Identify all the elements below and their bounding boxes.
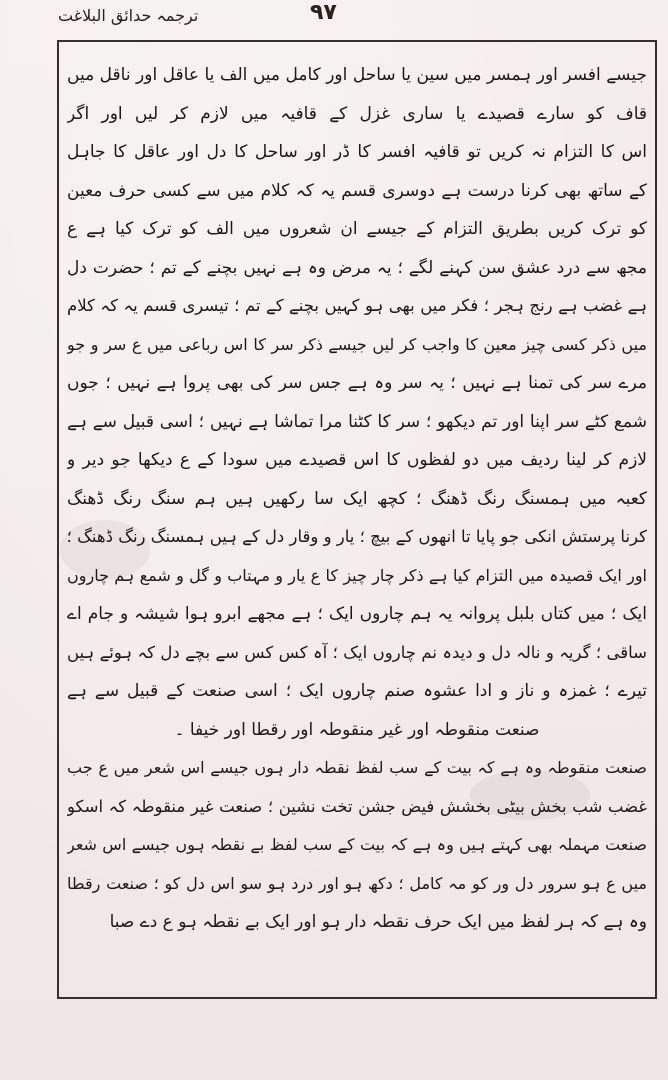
body-text xyxy=(67,56,647,942)
text-line: قاف کو سارے قصیدے یا ساری غزل کے قافیہ میں لازم کر لیں اور اگر xyxy=(67,103,647,124)
text-line: تیرے ؛ غمزہ و ناز و ادا عشوہ صنم چاروں ایک ؛ اسی صنعت کے قبیل سے ہے xyxy=(67,681,647,701)
text-line: غضب شب بخش بیٹی بخشش فیض جشن تخت نشین ؛ صنعت غیر منقوطہ کہ اسکو xyxy=(67,796,647,816)
text-line: کو ترک کریں بطریق التزام کے جیسے ان شعروں میں الف کو ترک کیا ہے ع xyxy=(67,219,647,239)
text-line: میں ذکر کسی چیز معین کا واجب کر لیں جیسے ذکر سر کا اس رباعی میں ع سر و جو xyxy=(67,334,647,354)
text-line: صنعت منقوطہ وہ ہے کہ بیت کے سب لفظ نقطہ دار ہوں جیسے اس شعر میں ع جب xyxy=(67,758,647,777)
text-line: ہے غضب ہے رنج ہجر ؛ فکر میں بھی ہو کہیں بچنے کے تم ؛ تیسری قسم یہ کہ کلام xyxy=(67,296,647,315)
text-line: کرنا پرستش انکی جو پایا تا انھوں کے بیچ ؛ یار و وقار دل کے ہیں ہمسنگ رنگ ڈھنگ ؛ xyxy=(67,527,647,546)
text-line: صنعت مہملہ بھی کہتے ہیں وہ ہے کہ بیت کے سب لفظ بے نقطہ ہوں جیسے اس شعر xyxy=(67,835,647,854)
text-line: کے ساتھ بھی کرنا درست ہے دوسری قسم یہ کہ کلام میں سے کسی حرف معین xyxy=(67,180,647,201)
text-line: کعبہ میں ہمسنگ رنگ ڈھنگ ؛ کچھ ایک سا رکھیں ہیں ہم سنگ رنگ ڈھنگ xyxy=(67,488,647,509)
page-header xyxy=(0,0,668,40)
page-number: ۹۷ xyxy=(310,0,337,25)
text-line: میں ع ہو سرور دل ور کو مہ کامل ؛ دکھ ہو اور درد ہو سو اس دل کو ؛ صنعت رقطا xyxy=(67,873,647,893)
text-frame xyxy=(57,40,657,999)
text-line: لازم کر لینا ردیف میں دو لفظوں کا اس قصیدے میں سودا کے ع دیکھا جو دیر و xyxy=(67,450,647,470)
text-line: اس کا التزام نہ کریں تو قافیہ افسر کا ڈر اور ساحل کا دل اور عاقل کا جاہل xyxy=(67,142,647,162)
text-line: اور ایک قصیدہ میں التزام کیا ہے ذکر چار چیز کا ع یار و مہتاب و گل و شمع ہم چاروں xyxy=(67,565,647,585)
text-line: ایک ؛ میں کتاں بلبل پروانہ یہ ہم چاروں ایک ؛ ہے مجھے ابرو ہوا شیشہ و جام اے xyxy=(67,604,647,624)
text-line: مجھ سے درد عشق سن کہنے لگے ؛ یہ مرض وہ ہے نہیں بچنے کے تم ؛ حضرت دل xyxy=(67,257,647,278)
text-line: ساقی ؛ گریہ و نالہ دل و دیدہ نم چاروں ایک ؛ آہ کس کس سے بچے دل کہ ہوئے ہیں xyxy=(67,642,647,662)
running-head: ترجمہ حدائق البلاغت xyxy=(58,6,199,25)
text-line: جیسے افسر اور ہمسر میں سین یا ساحل اور کامل میں الف یا عاقل اور ناقل میں xyxy=(67,65,647,85)
text-line: مرے سر کی تمنا ہے نہیں ؛ یہ سر وہ ہے جس سر کی بھی پروا ہے نہیں ؛ جوں xyxy=(67,373,647,393)
text-line: وہ ہے کہ ہر لفظ میں ایک حرف نقطہ دار ہو اور ایک بے نقطہ ہو ع دے صبا xyxy=(109,912,647,932)
section-heading-line: صنعت منقوطہ اور غیر منقوطہ اور رقطا اور خیفا ۔ xyxy=(174,719,540,740)
text-line: شمع کٹے سر اپنا اور تم دیکھو ؛ سر کا کٹنا مرا تماشا ہے نہیں ؛ اسی قبیل سے ہے xyxy=(67,411,647,432)
